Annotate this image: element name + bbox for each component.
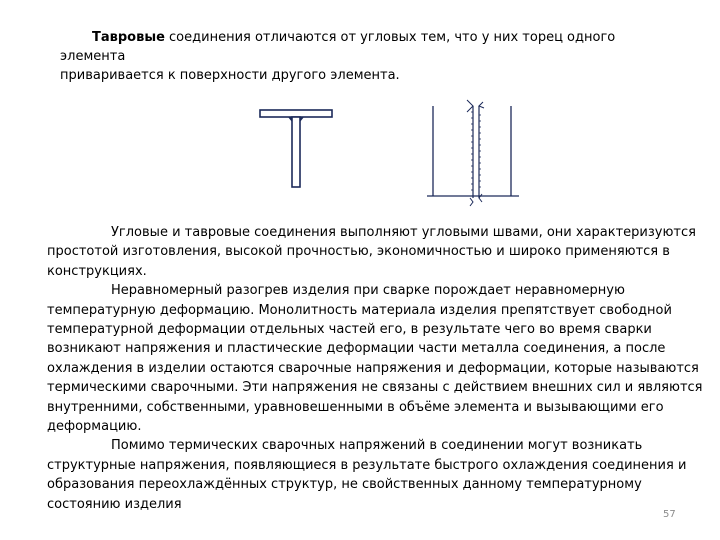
intro-line2: приваривается к поверхности другого элемента. <box>60 68 400 83</box>
body-text <box>47 223 712 514</box>
paragraph-corner-joints: Угловые и тавровые соединения выполняют угловыми швами, они характеризуются простотой изготовления, высокой прочностью, экономичностью и широко применяются в конструкциях. <box>47 225 696 279</box>
intro-text <box>60 28 670 85</box>
intro-line1: соединения отличаются от угловых тем, что у них торец одного элемента <box>60 30 616 64</box>
t-joint-diagram-icon <box>258 108 334 190</box>
page-number: 57 <box>663 509 676 520</box>
paragraph-thermal-deformation: Неравномерный разогрев изделия при сварке порождает неравномерную температурную деформацию. Монолитность материала изделия препятствует свободной температурной деформации отдельных частей его, в результате чего во время сварки возникают напряжения и пластические деформации части металла соединения, а после охлаждения в изделии остаются сварочные напряжения и деформации, которые называются термическими сварочными. Эти напряжения не связаны с действием внешних сил и являются внутренними, собственными, уравновешенными в объёме элемента и вызывающими его деформацию. <box>47 283 703 435</box>
intro-bold-lead: Тавровые <box>92 30 165 45</box>
paragraph-structural-stress: Помимо термических сварочных напряжений в соединении могут возникать структурные напряжения, появляющиеся в результате быстрого охлаждения соединения и образования переохлаждённых структур, не свойственных данному температурному состоянию изделия <box>47 438 687 512</box>
weld-cross-section-diagram-icon <box>427 96 523 208</box>
